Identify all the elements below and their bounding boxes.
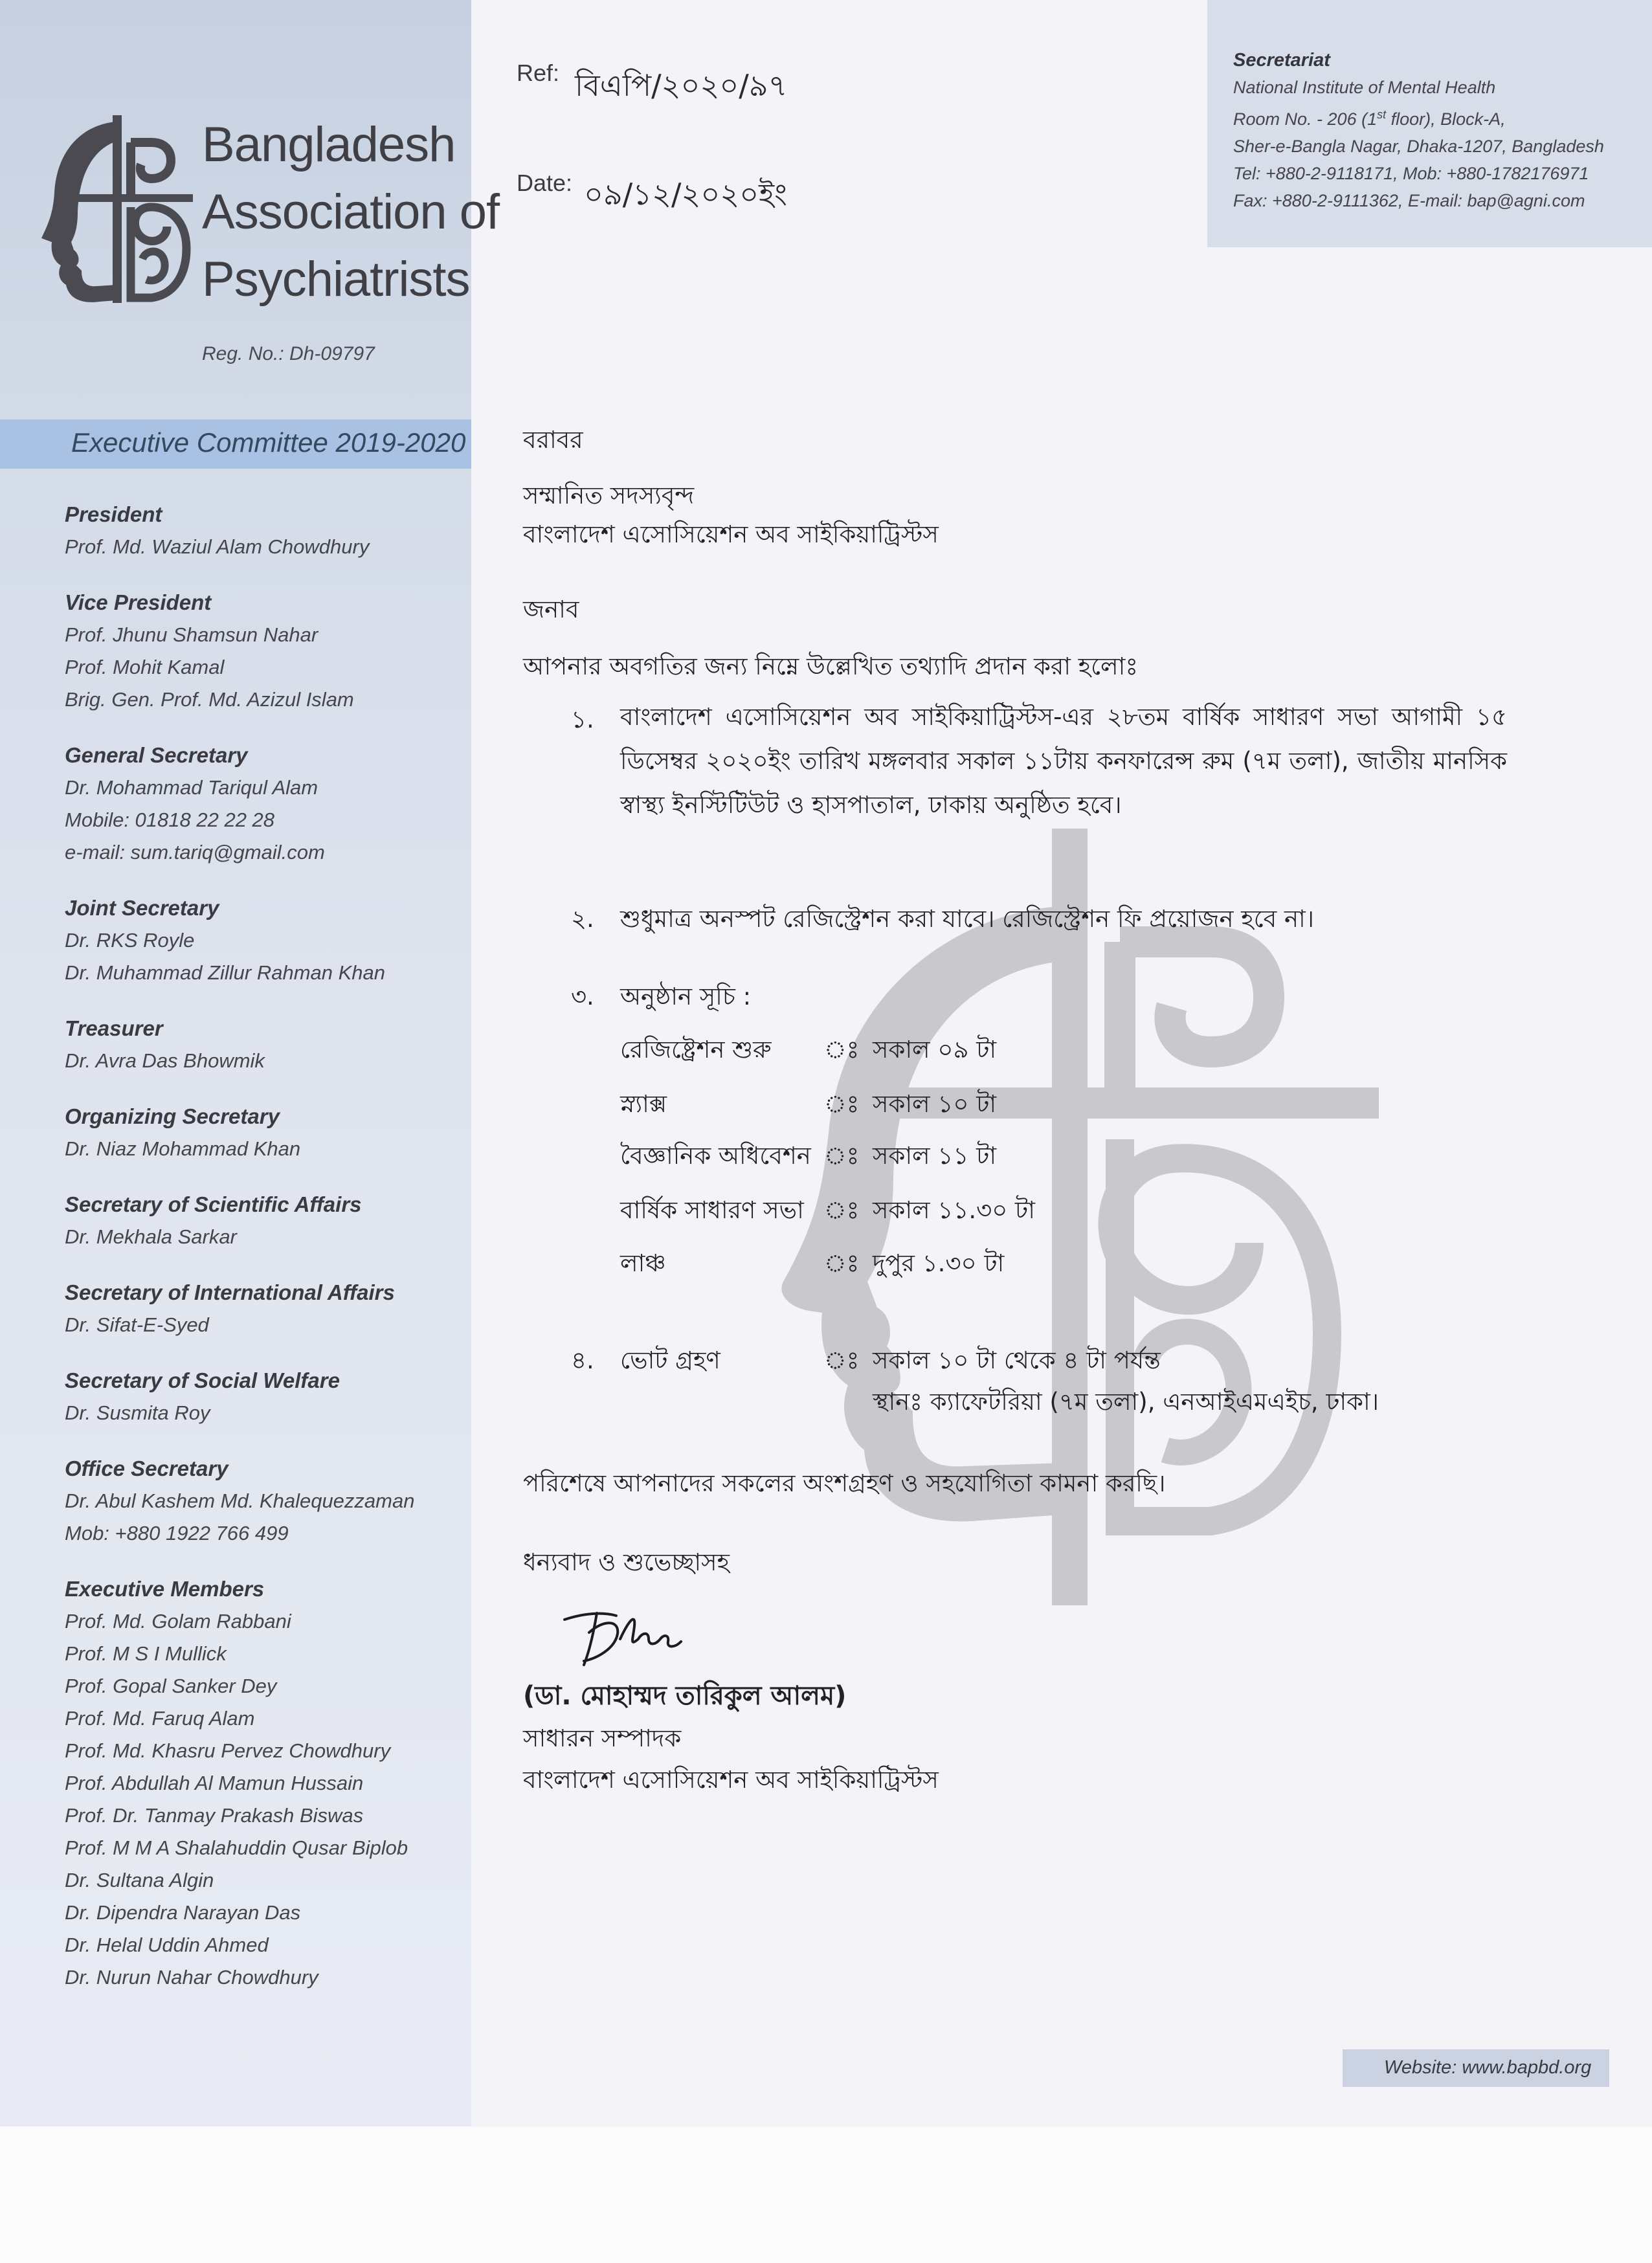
committee-member: Prof. Abdullah Al Mamun Hussain: [65, 1772, 364, 1794]
schedule-colon: ঃ: [824, 1196, 860, 1224]
thanks-line: ধন্যবাদ ও শুভেচ্ছাসহ: [523, 1548, 730, 1576]
item-number: ৪.: [571, 1346, 594, 1374]
salutation: জনাব: [523, 596, 579, 623]
schedule-value: সকাল ১১.৩০ টা: [873, 1196, 1035, 1224]
committee-member: Dr. Mekhala Sarkar: [65, 1225, 237, 1248]
ref-value: বিএপি/২০২০/৯৭: [575, 68, 788, 103]
item-number: ২.: [571, 905, 594, 933]
bap-logo-icon: [40, 115, 193, 303]
schedule-label: বৈজ্ঞানিক অধিবেশন: [620, 1142, 811, 1170]
committee-member: Dr. Mohammad Tariqul Alam: [65, 776, 318, 799]
vote-time: সকাল ১০ টা থেকে ৪ টা পর্যন্ত: [873, 1346, 1161, 1374]
committee-member: Dr. Avra Das Bhowmik: [65, 1049, 265, 1072]
committee-role: Secretary of Social Welfare: [65, 1368, 340, 1392]
committee-member: e-mail: sum.tariq@gmail.com: [65, 841, 325, 864]
committee-role: Executive Members: [65, 1577, 265, 1601]
committee-member: Prof. Jhunu Shamsun Nahar: [65, 623, 318, 646]
item-number: ৩.: [571, 983, 594, 1010]
vote-label: ভোট গ্রহণ: [620, 1346, 720, 1374]
committee-member: Prof. Dr. Tanmay Prakash Biswas: [65, 1804, 364, 1827]
committee-role: Organizing Secretary: [65, 1104, 280, 1128]
schedule-value: সকাল ০৯ টা: [873, 1036, 997, 1064]
secretariat-line: National Institute of Mental Health: [1233, 78, 1496, 97]
schedule-colon: ঃ: [824, 1142, 860, 1170]
org-name-line: Bangladesh: [202, 117, 456, 172]
secretariat-line: Fax: +880-2-9111362, E-mail: bap@agni.com: [1233, 191, 1585, 210]
schedule-colon: ঃ: [824, 1249, 860, 1277]
committee-member: Dr. Sultana Algin: [65, 1869, 214, 1891]
schedule-value: সকাল ১১ টা: [873, 1142, 997, 1170]
committee-group: [65, 1453, 466, 1550]
item-text: বাংলাদেশ এসোসিয়েশন অব সাইকিয়াট্রিস্টস-এর ২৮তম বার্ষিক সাধারণ সভা আগামী ১৫ ডিসেম্বর ২০২০ইং তারিখ মঙ্গলবার সকাল ১১টায় কনফারেন্স রুম (৭ম তলা), জাতীয় মানসিক স্বাস্থ্য ইনস্টিটিউট ও হাসপাতাল, ঢাকায় অনুষ্ঠিত হবে।: [620, 703, 1507, 819]
committee-group: [65, 1188, 466, 1253]
committee-member: Prof. Md. Golam Rabbani: [65, 1610, 291, 1633]
secretariat-line: Sher-e-Bangla Nagar, Dhaka-1207, Bangladesh: [1233, 137, 1604, 156]
schedule-label: বার্ষিক সাধারণ সভা: [620, 1196, 804, 1224]
committee-group: [65, 739, 466, 869]
committee-member: Prof. M S I Mullick: [65, 1642, 227, 1665]
committee-role: Vice President: [65, 590, 212, 614]
item-text: অনুষ্ঠান সূচি :: [620, 983, 752, 1010]
committee-member: Dr. Dipendra Narayan Das: [65, 1901, 301, 1924]
schedule-label: লাঞ্চ: [620, 1249, 666, 1277]
committee-group: [65, 586, 466, 716]
closing-line: পরিশেষে আপনাদের সকলের অংশগ্রহণ ও সহযোগিতা কামনা করছি।: [523, 1469, 1166, 1497]
org-name-line: Psychiatrists: [202, 252, 470, 307]
committee-list: [65, 498, 466, 2017]
website-link[interactable]: Website: www.bapbd.org: [1384, 2057, 1592, 2078]
date-value: ০৯/১২/২০২০ইং: [584, 177, 787, 212]
schedule-value: দুপুর ১.৩০ টা: [873, 1249, 1005, 1277]
sidebar: [0, 0, 500, 2126]
executive-committee-band: [0, 419, 471, 469]
committee-member: Dr. Sifat-E-Syed: [65, 1313, 209, 1336]
committee-member: Mobile: 01818 22 22 28: [65, 808, 275, 831]
committee-group: [65, 892, 466, 989]
committee-member: Prof. Md. Waziul Alam Chowdhury: [65, 535, 370, 558]
committee-member: Dr. Nurun Nahar Chowdhury: [65, 1966, 318, 1989]
item-number: ১.: [571, 706, 594, 733]
schedule-label: রেজিষ্ট্রেশন শুরু: [620, 1036, 772, 1064]
schedule-value: সকাল ১০ টা: [873, 1090, 997, 1118]
committee-member: Dr. Niaz Mohammad Khan: [65, 1137, 301, 1160]
secretariat-title: Secretariat: [1233, 50, 1330, 71]
date-label: Date:: [517, 170, 573, 196]
committee-member: Prof. Md. Khasru Pervez Chowdhury: [65, 1739, 391, 1762]
schedule-colon: ঃ: [824, 1036, 860, 1064]
committee-role: President: [65, 502, 162, 526]
item-text: শুধুমাত্র অনস্পট রেজিস্ট্রেশন করা যাবে। রেজিস্ট্রেশন ফি প্রয়োজন হবে না।: [620, 905, 1314, 933]
committee-member: Dr. Muhammad Zillur Rahman Khan: [65, 961, 386, 984]
recipient-line: বাংলাদেশ এসোসিয়েশন অব সাইকিয়াট্রিস্টস: [523, 520, 939, 548]
signature-icon: [558, 1594, 687, 1671]
committee-member: Prof. Md. Faruq Alam: [65, 1707, 255, 1730]
committee-role: Office Secretary: [65, 1456, 229, 1480]
committee-group: [65, 1365, 466, 1429]
committee-role: General Secretary: [65, 743, 248, 767]
vote-venue: স্থানঃ ক্যাফেটরিয়া (৭ম তলা), এনআইএমএইচ, ঢাকা।: [873, 1388, 1379, 1416]
signatory-organization: বাংলাদেশ এসোসিয়েশন অব সাইকিয়াট্রিস্টস: [523, 1766, 939, 1794]
executive-committee-heading: Executive Committee 2019-2020: [71, 427, 466, 458]
registration-number: Reg. No.: Dh-09797: [202, 343, 375, 364]
committee-member: Dr. Susmita Roy: [65, 1401, 210, 1424]
committee-member: Prof. M M A Shalahuddin Qusar Biplob: [65, 1836, 408, 1859]
committee-role: Treasurer: [65, 1016, 163, 1040]
committee-group: [65, 498, 466, 563]
signatory-title: সাধারন সম্পাদক: [523, 1724, 682, 1752]
secretariat-line: Room No. - 206 (1st floor), Block-A,: [1233, 108, 1506, 129]
secretariat-box: [1207, 0, 1652, 247]
committee-member: Dr. Helal Uddin Ahmed: [65, 1934, 269, 1956]
committee-member: Prof. Gopal Sanker Dey: [65, 1675, 277, 1697]
ref-label: Ref:: [517, 60, 560, 86]
committee-member: Mob: +880 1922 766 499: [65, 1522, 289, 1544]
scan-bottom-margin: [0, 2126, 1652, 2263]
schedule-label: স্ন্যাক্স: [620, 1090, 667, 1118]
schedule-colon: ঃ: [824, 1090, 860, 1118]
org-name-line: Association of: [202, 184, 500, 240]
website-box: [1343, 2049, 1609, 2087]
committee-role: Secretary of Scientific Affairs: [65, 1192, 362, 1216]
committee-member: Prof. Mohit Kamal: [65, 656, 225, 678]
committee-group: [65, 1276, 466, 1341]
committee-role: Joint Secretary: [65, 896, 219, 920]
recipient-line: সম্মানিত সদস্যবৃন্দ: [523, 482, 695, 509]
intro-line: আপনার অবগতির জন্য নিম্নে উল্লেখিত তথ্যাদি প্রদান করা হলোঃ: [523, 652, 1139, 680]
committee-member: Brig. Gen. Prof. Md. Azizul Islam: [65, 688, 354, 711]
committee-member: Dr. RKS Royle: [65, 929, 195, 952]
secretariat-line: Tel: +880-2-9118171, Mob: +880-1782176971: [1233, 164, 1589, 183]
committee-group: [65, 1573, 466, 1994]
vote-colon: ঃ: [824, 1346, 860, 1374]
committee-member: Dr. Abul Kashem Md. Khalequezzaman: [65, 1489, 415, 1512]
committee-group: [65, 1012, 466, 1077]
committee-group: [65, 1100, 466, 1165]
committee-role: Secretary of International Affairs: [65, 1280, 395, 1304]
organization-name: [202, 111, 500, 313]
address-to: বরাবর: [523, 426, 583, 454]
signatory-name: (ডা. মোহাম্মদ তারিকুল আলম): [523, 1681, 847, 1711]
